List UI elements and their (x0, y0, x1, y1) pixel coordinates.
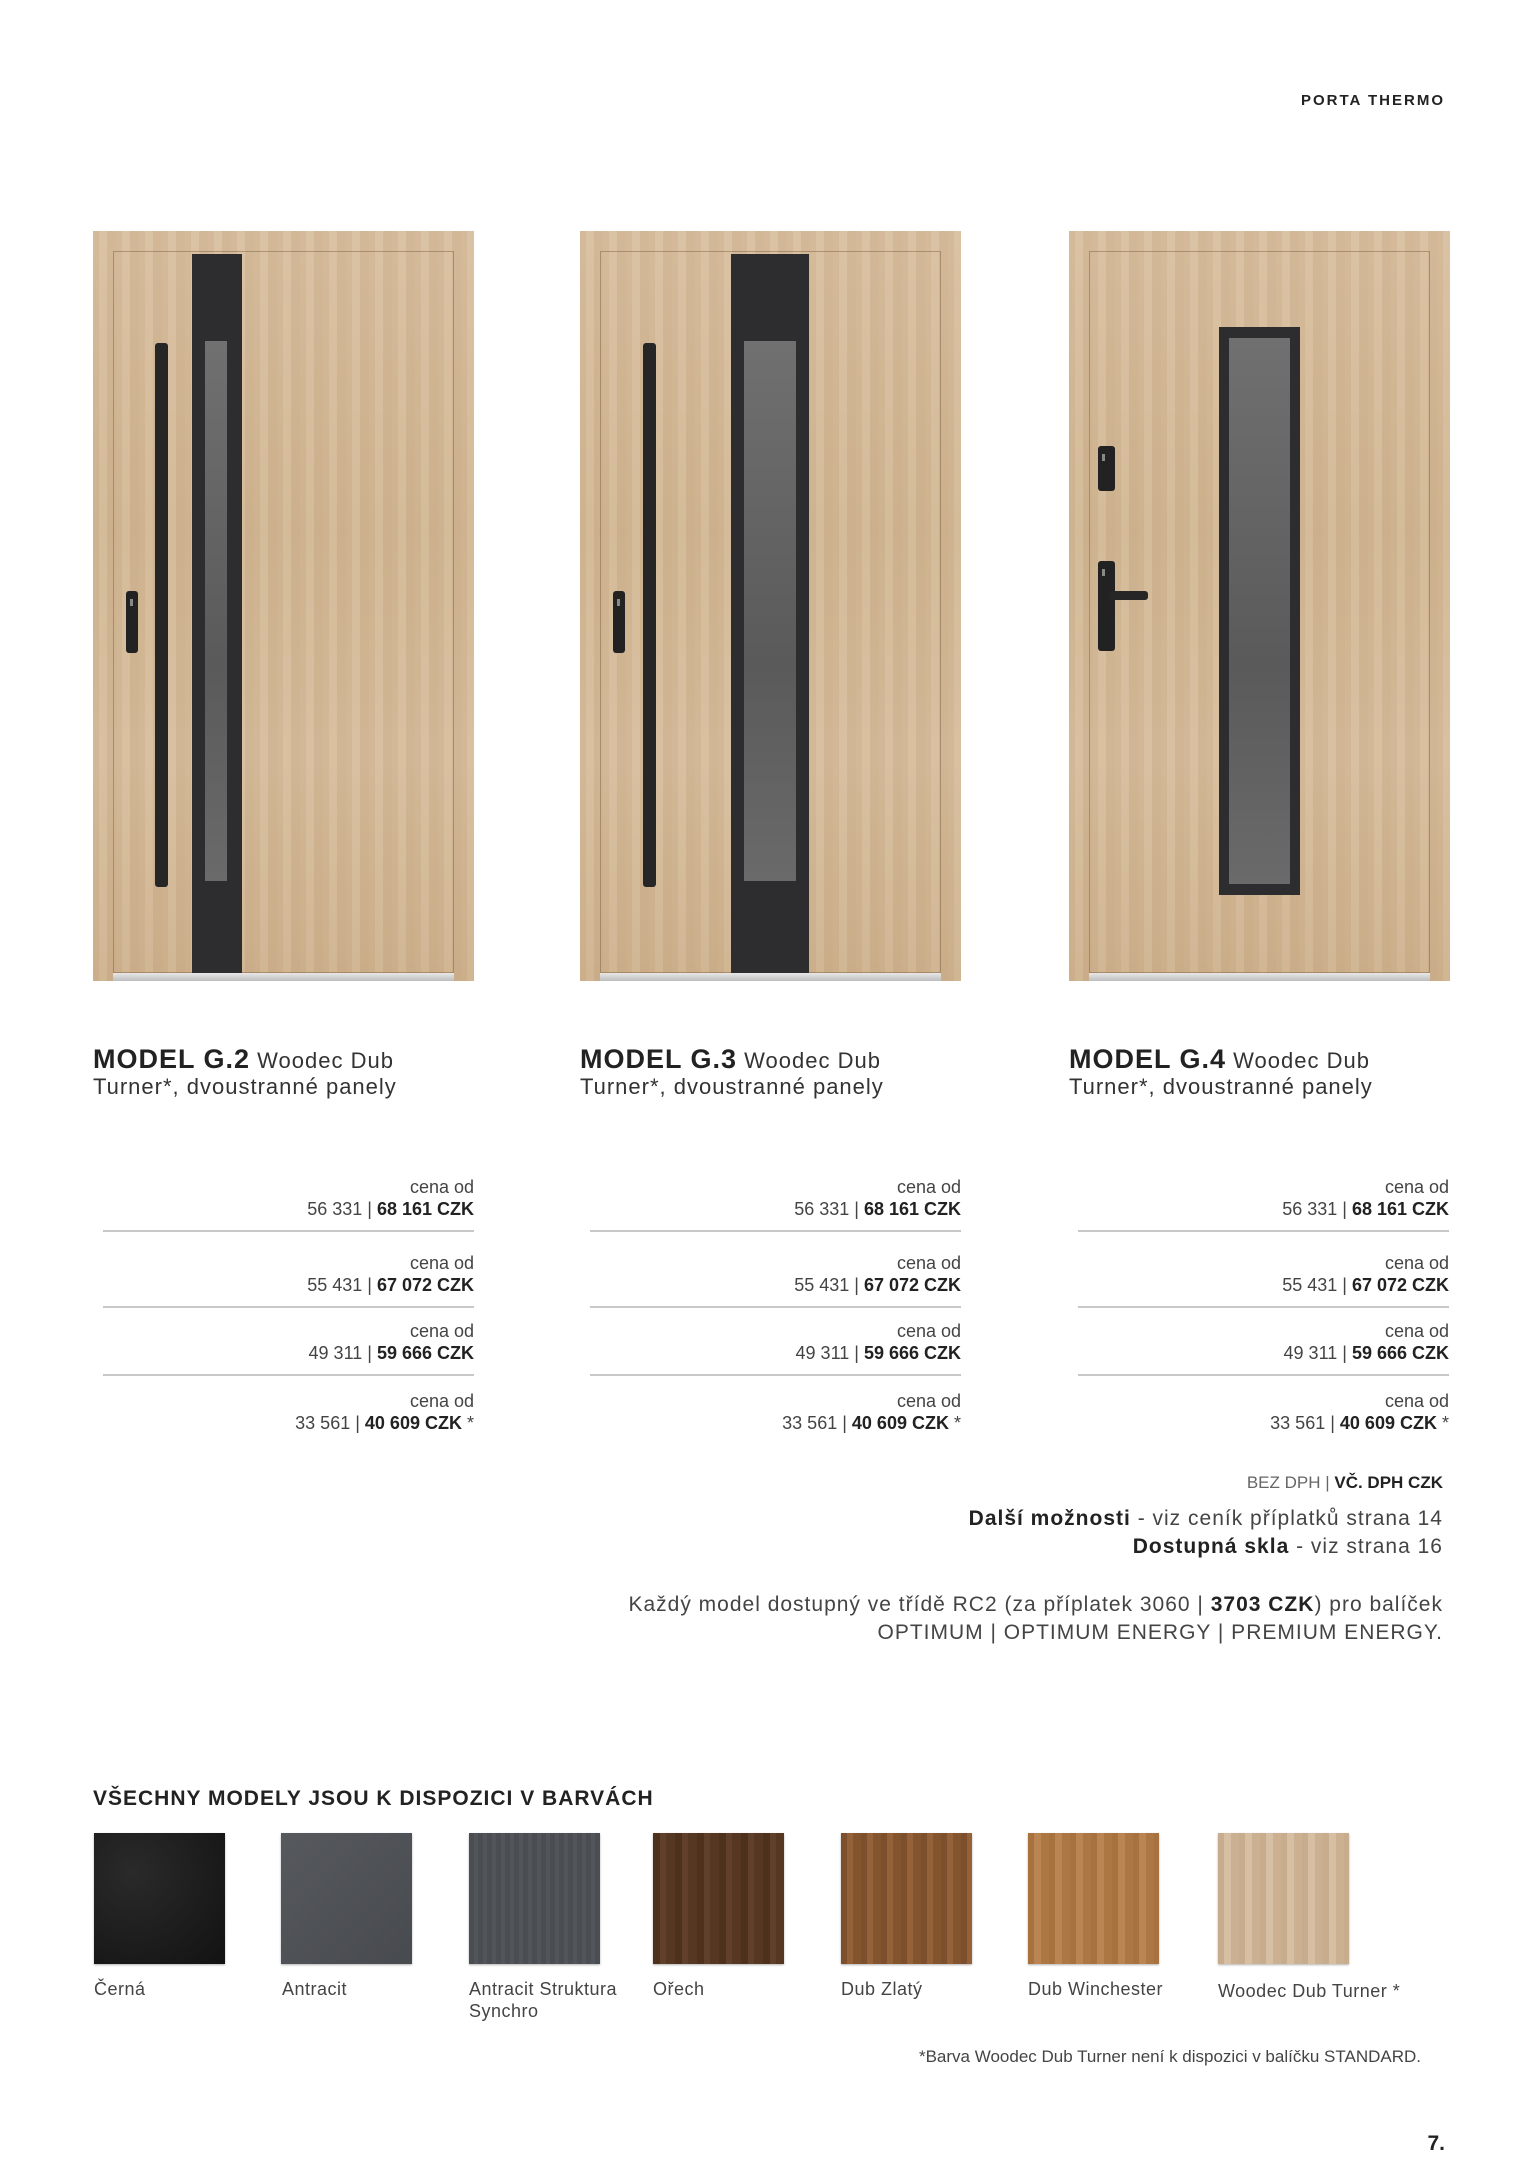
model-desc: Woodec Dub (744, 1048, 881, 1073)
door-image-g2 (93, 231, 474, 981)
price-row: cena od 33 561 | 40 609 CZK * (782, 1391, 961, 1433)
swatch-label: Černá (94, 1979, 146, 1999)
price-list-g3 (590, 1176, 961, 1434)
swatch-antracit (281, 1833, 412, 1964)
price-row: cena od 56 331 | 68 161 CZK (1078, 1176, 1449, 1232)
price-row: cena od 55 431 | 67 072 CZK (590, 1252, 961, 1308)
model-desc: Woodec Dub (257, 1048, 394, 1073)
model-desc: Turner*, dvoustranné panely (580, 1074, 884, 1099)
swatch-label: Woodec Dub Turner * (1218, 1981, 1401, 2001)
swatch-label: Dub Zlatý (841, 1979, 923, 1999)
price-row: cena od 55 431 | 67 072 CZK (103, 1252, 474, 1308)
swatch-label: Antracit Struktura Synchro (469, 1979, 618, 2021)
swatch-dub-winchester (1028, 1833, 1159, 1964)
footnote: *Barva Woodec Dub Turner není k dispozici v balíčku STANDARD. (918, 2047, 1421, 2066)
price-list-g4 (1078, 1176, 1449, 1434)
model-title-g2 (93, 1046, 513, 1100)
extra-options-note: Další možnosti - viz ceník příplatků strana 14 Dostupná skla - viz strana 16 (968, 1507, 1443, 1558)
swatch-orech (653, 1833, 784, 1964)
brand-title: PORTA THERMO (1301, 92, 1445, 109)
model-desc: Turner*, dvoustranné panely (93, 1074, 397, 1099)
price-row: cena od 49 311 | 59 666 CZK (103, 1320, 474, 1376)
price-row: cena od 33 561 | 40 609 CZK * (295, 1391, 474, 1433)
price-list-g2 (103, 1176, 474, 1434)
colors-heading: VŠECHNY MODELY JSOU K DISPOZICI V BARVÁCH (93, 1787, 654, 1810)
swatch-label: Antracit (282, 1979, 348, 1999)
model-title-g4 (1069, 1046, 1489, 1100)
price-row: cena od 49 311 | 59 666 CZK (590, 1320, 961, 1376)
model-title-g3 (580, 1046, 1000, 1100)
swatch-label: Ořech (653, 1979, 705, 1999)
model-desc: Turner*, dvoustranné panely (1069, 1074, 1373, 1099)
price-row: cena od 55 431 | 67 072 CZK (1078, 1252, 1449, 1308)
door-image-g3 (580, 231, 961, 981)
rc2-note: Každý model dostupný ve třídě RC2 (za příplatek 3060 | 3703 CZK) pro balíček OPTIMUM | OPTIMUM ENERGY | PREMIUM ENERGY. (628, 1593, 1443, 1644)
model-name: MODEL G.2 (93, 1044, 251, 1074)
price-row: cena od 49 311 | 59 666 CZK (1078, 1320, 1449, 1376)
vat-legend: BEZ DPH | VČ. DPH CZK (1246, 1473, 1443, 1492)
model-desc: Woodec Dub (1233, 1048, 1370, 1073)
price-row: cena od 56 331 | 68 161 CZK (590, 1176, 961, 1232)
swatch-antracit-struktura (469, 1833, 600, 1964)
swatch-woodec-dub-turner (1218, 1833, 1349, 1964)
model-name: MODEL G.4 (1069, 1044, 1227, 1074)
swatch-cerna (94, 1833, 225, 1964)
swatch-dub-zlaty (841, 1833, 972, 1964)
swatch-label: Dub Winchester (1028, 1979, 1164, 1999)
door-image-g4 (1069, 231, 1450, 981)
price-row: cena od 33 561 | 40 609 CZK * (1270, 1391, 1449, 1433)
page-number: 7. (1427, 2132, 1445, 2155)
price-row: cena od 56 331 | 68 161 CZK (103, 1176, 474, 1232)
model-name: MODEL G.3 (580, 1044, 738, 1074)
